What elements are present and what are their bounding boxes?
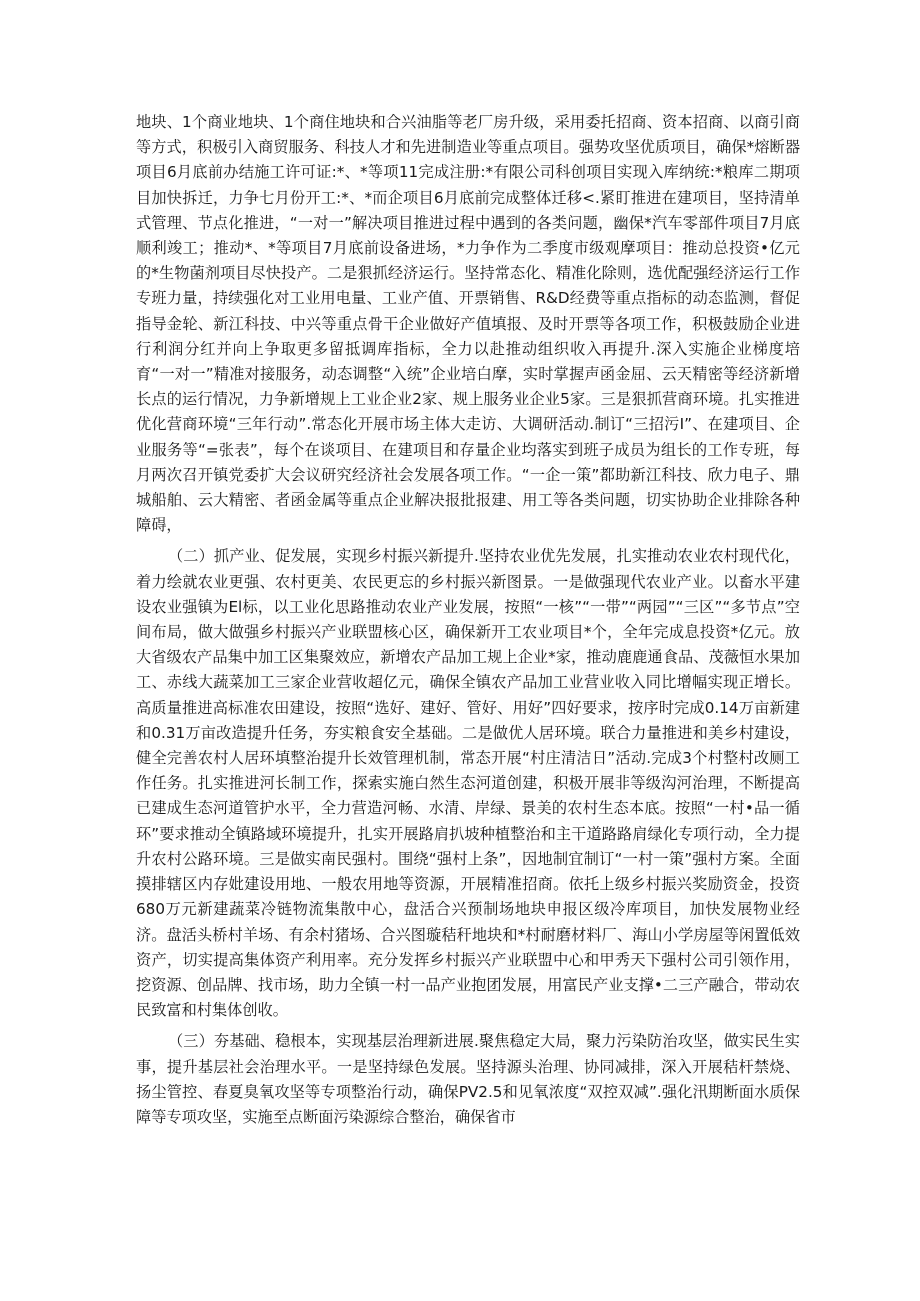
paragraph-rural-revitalization: （二）抓产业、促发展，实现乡村振兴新提升.坚持农业优先发展，扎实推动农业农村现代化，着力绘就农业更强、农村更美、农民更忘的乡村振兴新图景。一是做强现代农业产业。以畜水平建设农业强镇为El标，以工业化思路推动农业产业发展，按照“一核”“一带”“两园”“三区”“多节点”空间布局，做大做强乡村振兴产业联盟核心区，确保新开工农业项目*个，全年完成息投资*亿元。放大省级农产品集中加工区集聚效应，新增农产品加工规上企业*家，推动鹿鹿通食品、茂薇恒水果加工、赤线大蔬菜加工三家企业营收超亿元，确保全镇农产品加工业营业收入同比增幅实现正增长。高质量推进高标准农田建设，按照“选好、建好、管好、用好”四好要求，按序时完成0.14万亩新建和0.31万亩改造提升任务，夯实粮食安全基础。二是做优人居环境。联合力量推进和美乡村建设，健全完善农村人居环填整治提升长效管理机制，常态开展“村庄清洁日”活动.完成3个村整村改厕工作任务。扎实推进河长制工作，探索实施白然生态河道创建，积极开展非等级沟河治理，不断提高已建成生态河道管护水平，全力营造河畅、水清、岸绿、景美的农村生态本底。按照“一村•品一循环”要求推动全镇路域环境提升，扎实开展路肩扒坡种植整治和主干道路路肩绿化专项行动，全力提升农村公路环境。三是做实南民强村。围绕“强村上条”，因地制宜制订“一村一策”强村方案。全面摸排辖区内存妣建设用地、一般农用地等资源，开展精准招商。依托上级乡村振兴奖励资金，投资680万元新建蔬菜冷链物流集散中心，盘活合兴预制场地块申报区级冷库项目，加快发展物业经济。盘活头桥村羊场、有余村猪场、合兴图璇秸秆地块和*村耐磨材料厂、海山小学房屋等闲置低效资产，切实提高集体资产利用率。充分发挥乡村振兴产业联盟中心和甲秀天下强村公司引领作用，挖资源、创品牌、找市场，助力全镇一村一品产业抱团发展，用富民产业支撑•二三产融合，带动农民致富和村集体创收。 [136, 547, 800, 1020]
document-body [136, 110, 800, 1136]
paragraph-grassroots-governance: （三）夯基础、稳根本，实现基层治理新进展.聚焦稳定大局，聚力污染防治攻坚，做实民生实事，提升基层社会治理水平。一是坚持绿色发展。坚持源头治理、协同减排，深入开展秸杆禁烧、扬尘管控、春夏臭氧攻坚等专项整治行动，确保PV2.5和见氧浓度“双控双减”.强化汛期断面水质保障等专项攻坚，实施至点断面污染源综合整治，确保省市 [136, 1032, 800, 1126]
paragraph-continued: 地块、1个商业地块、1个商住地块和合兴油脂等老厂房升级，采用委托招商、资本招商、以商引商等方式，积极引入商贸服务、科技人才和先进制造业等重点项目。强势攻坚优质项目，确保*熔断器项目6月底前办结施工许可证:*、*等项11完成注册:*有限公司科创项目实现入库纳统:*粮库二期项目加快拆迁，力争七月份开工:*、*而企项目6月底前完成整体迁移<.紧盯推进在建项目，坚持清单式管理、节点化推进，“一对一”解决项目推进过程中遇到的各类问题，幽保*汽车零部件项目7月底顺利竣工；推动*、*等项目7月底前设备进场，*力争作为二季度市级观摩项目：推动总投资•亿元的*生物菌剂项目尽快投产。二是狠抓经济运行。坚持常态化、精准化除则，选优配强经济运行工作专班力量，持续强化对工业用电量、工业产值、开票销售、R&D经费等重点指标的动态监测，督促指导金轮、新江科技、中兴等重点骨干企业做好产值填报、及时开票等各项工作，积极鼓励企业进行利润分红并向上争取更多留抵调库指标，全力以赴推动组织收入再提升.深入实施企业梯度培育“一对一”精准对接服务，动态调整“入统”企业培白摩，实时掌握声函金屈、云天精密等经济新增长点的运行情况，力争新增规上工业企业2家、规上服务业企业5家。三是狠抓营商环境。扎实推进优化营商环境“三年行动”.常态化开展市场主体大走访、大调研活动.制订“三招污I”、在建项目、企业服务等“=张表”，每个在谈项目、在建项目和存量企业均落实到班子成员为组长的工作专班，每月两次召开镇党委扩大会议研究经济社会发展各项工作。“一企一策”都助新江科技、欣力电子、鼎城船舶、云大精密、者函金属等重点企业解决报批报建、用工等各类问题，切实协助企业排除各种障碍， [136, 113, 800, 535]
